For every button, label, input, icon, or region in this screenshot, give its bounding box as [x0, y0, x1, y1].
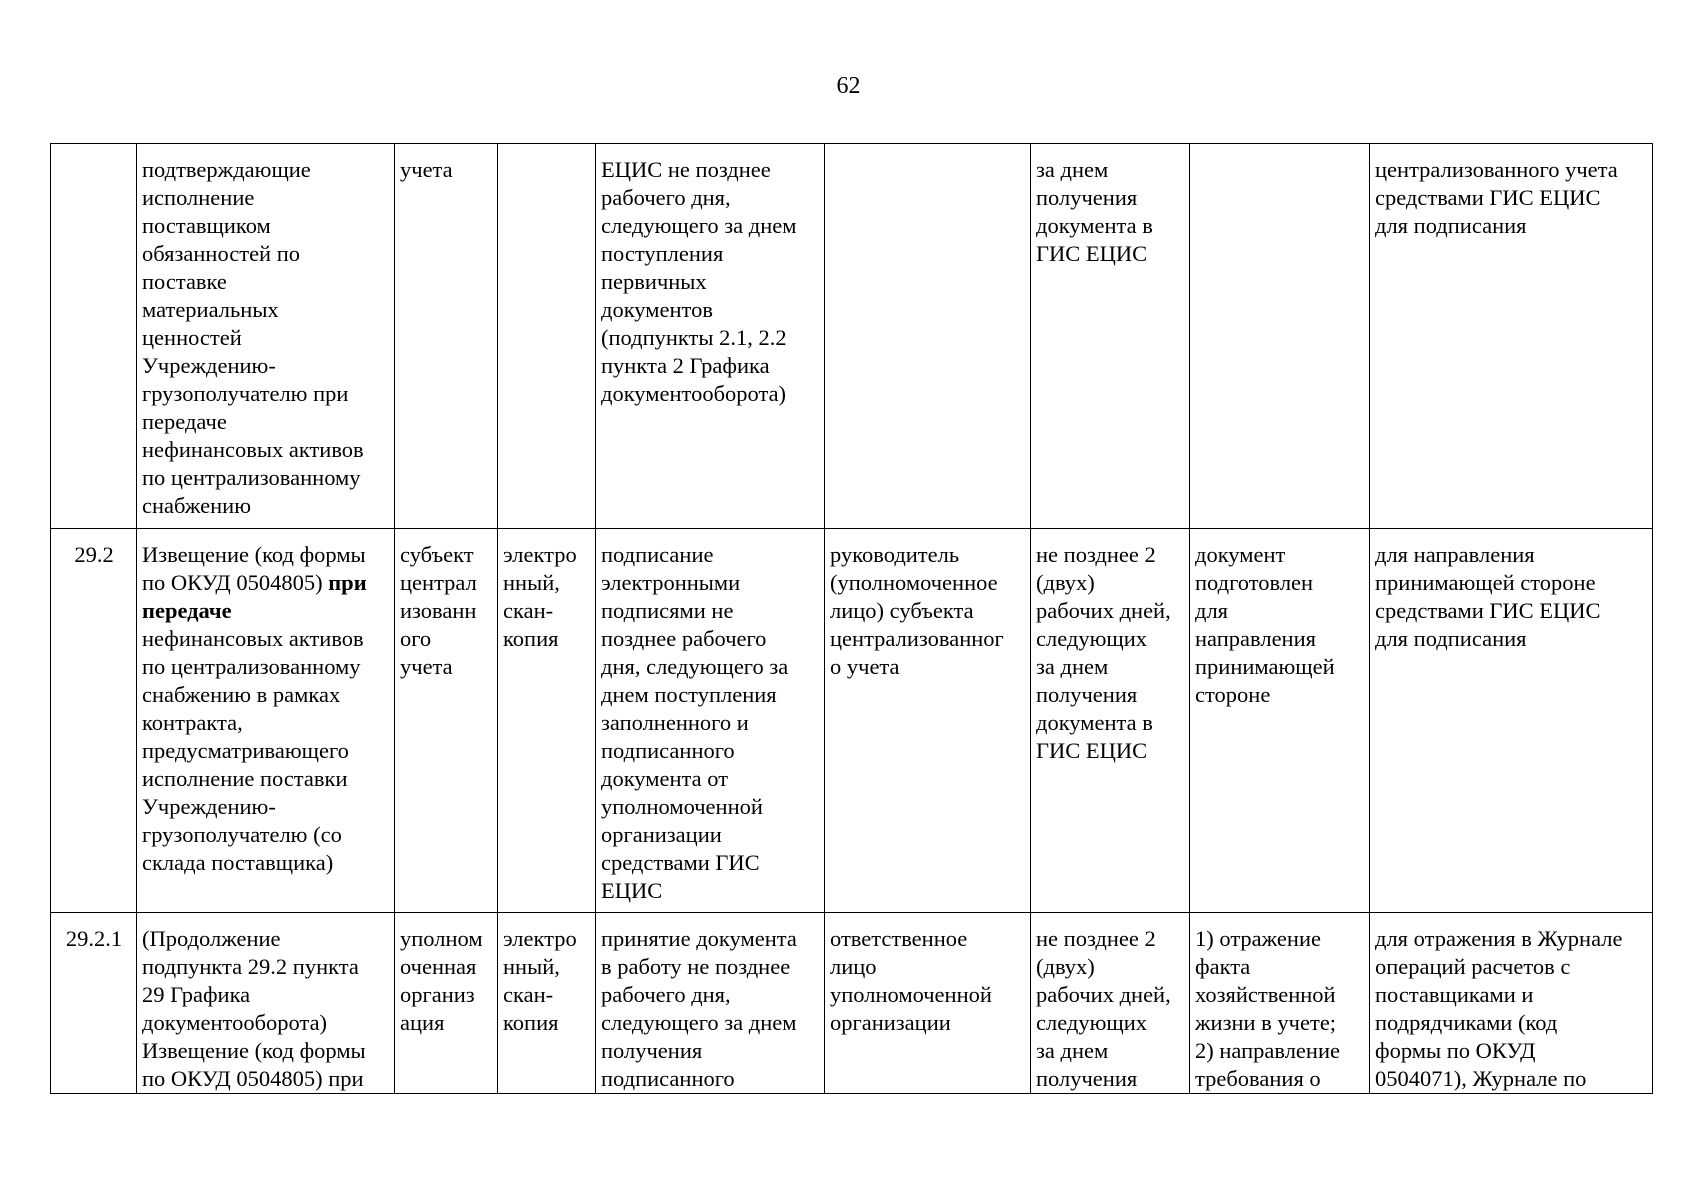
document-text: по ОКУД 0504805) — [142, 570, 329, 595]
cell-result — [1190, 144, 1370, 529]
text-line: нный, — [503, 570, 560, 595]
cell-number: 29.2.1 — [51, 913, 137, 1094]
text-line: документа в — [1036, 213, 1153, 238]
text-line: не позднее 2 — [1036, 542, 1156, 567]
text-line: 29 Графика — [142, 982, 251, 1007]
text-line: поставке — [142, 269, 227, 294]
text-line: формы по ОКУД — [1375, 1038, 1536, 1063]
text-line: средствами ГИС — [601, 850, 760, 875]
text-line: обязанностей по — [142, 241, 301, 266]
text-line: Извещение (код формы — [142, 1038, 366, 1063]
document-line — [142, 569, 390, 597]
text-line: ЕЦИС — [601, 878, 663, 903]
text-line: по централизованному — [142, 654, 361, 679]
text-line: копия — [503, 1010, 559, 1035]
text-line: документ — [1195, 542, 1286, 567]
text-line: получения — [1036, 682, 1138, 707]
document-flow-table — [50, 143, 1653, 1094]
cell-form — [498, 144, 596, 529]
cell-action — [596, 913, 825, 1094]
cell-document — [137, 144, 395, 529]
text-line: Учреждению- — [142, 353, 276, 378]
cell-result — [1190, 913, 1370, 1094]
text-line: (двух) — [1036, 570, 1095, 595]
text-line: дня, следующего за — [601, 654, 789, 679]
cell-form — [498, 529, 596, 913]
text-line: поставщиком — [142, 213, 271, 238]
text-line: организации — [830, 1010, 951, 1035]
text-line: следующего за днем — [601, 1010, 797, 1035]
text-line: грузополучателю (со — [142, 822, 342, 847]
text-line: 1) отражение — [1195, 926, 1321, 951]
text-line: (двух) — [1036, 954, 1095, 979]
text-line: хозяйственной — [1195, 982, 1336, 1007]
text-line: факта — [1195, 954, 1251, 979]
text-line: следующих — [1036, 626, 1148, 651]
document-line: Извещение (код формы — [142, 542, 366, 567]
text-line: за днем — [1036, 157, 1109, 182]
text-line: нный, — [503, 954, 560, 979]
text-line: документооборота) — [601, 381, 787, 406]
cell-creator — [395, 529, 498, 913]
text-line: пункта 2 Графика — [601, 353, 770, 378]
text-line: электронными — [601, 570, 741, 595]
text-line: операций расчетов с — [1375, 954, 1571, 979]
text-line: руководитель — [830, 542, 960, 567]
document-bold-text: передаче — [142, 598, 232, 623]
text-line: документа от — [601, 766, 729, 791]
text-line: учета — [400, 654, 453, 679]
table-row — [51, 144, 1653, 529]
text-line: грузополучателю при — [142, 381, 349, 406]
text-line: ЕЦИС не позднее — [601, 157, 771, 182]
text-line: ого — [400, 626, 432, 651]
text-line: документа в — [1036, 710, 1153, 735]
text-line: подписанного — [601, 1066, 735, 1091]
text-line: оченная — [400, 954, 477, 979]
text-line: для направления — [1375, 542, 1535, 567]
document-line — [142, 597, 390, 625]
cell-creator — [395, 144, 498, 529]
text-line: первичных — [601, 269, 707, 294]
text-line: для — [1195, 598, 1229, 623]
cell-purpose — [1370, 144, 1653, 529]
text-line: субъект — [400, 542, 474, 567]
text-line: за днем — [1036, 1038, 1109, 1063]
text-line: 0504071), Журнале по — [1375, 1066, 1587, 1091]
text-line: Учреждению- — [142, 794, 276, 819]
cell-deadline — [1031, 913, 1190, 1094]
text-line: жизни в учете; — [1195, 1010, 1337, 1035]
text-line: рабочих дней, — [1036, 598, 1171, 623]
text-line: получения — [1036, 185, 1138, 210]
text-line: лицо — [830, 954, 877, 979]
text-line: позднее рабочего — [601, 626, 767, 651]
table-row — [51, 529, 1653, 913]
text-line: учета — [400, 157, 453, 182]
text-line: контракта, — [142, 710, 243, 735]
text-line: подрядчиками (код — [1375, 1010, 1558, 1035]
text-line: следующего за днем — [601, 213, 797, 238]
cell-form — [498, 913, 596, 1094]
text-line: подтверждающие — [142, 157, 311, 182]
cell-deadline — [1031, 529, 1190, 913]
text-line: организации — [601, 822, 722, 847]
text-line: поставщиками и — [1375, 982, 1534, 1007]
text-line: подписание — [601, 542, 714, 567]
text-line: снабжению — [142, 493, 252, 518]
text-line: скан- — [503, 982, 554, 1007]
text-line: документооборота) — [142, 1010, 328, 1035]
text-line: по централизованному — [142, 465, 361, 490]
text-line: для подписания — [1375, 626, 1527, 651]
text-line: стороне — [1195, 682, 1271, 707]
text-line: заполненного и — [601, 710, 749, 735]
text-line: следующих — [1036, 1010, 1148, 1035]
text-line: подпункта 29.2 пункта — [142, 954, 359, 979]
text-line: исполнение — [142, 185, 255, 210]
text-line: подписанного — [601, 738, 735, 763]
text-line: принятие документа — [601, 926, 797, 951]
text-line: не позднее 2 — [1036, 926, 1156, 951]
document-bold-text: при — [328, 570, 367, 595]
text-line: о учета — [830, 654, 900, 679]
text-line: принимающей — [1195, 654, 1335, 679]
text-line: ГИС ЕЦИС — [1036, 738, 1148, 763]
text-line: рабочего дня, — [601, 185, 731, 210]
text-line: получения — [601, 1038, 703, 1063]
cell-responsible — [825, 144, 1031, 529]
text-line: поступления — [601, 241, 724, 266]
text-line: подготовлен — [1195, 570, 1314, 595]
text-line: принимающей стороне — [1375, 570, 1596, 595]
cell-responsible — [825, 529, 1031, 913]
text-line: лицо) субъекта — [830, 598, 974, 623]
text-line: материальных — [142, 297, 279, 322]
text-line: нефинансовых активов — [142, 437, 364, 462]
document-rest — [142, 625, 390, 877]
text-line: скан- — [503, 598, 554, 623]
text-line: передаче — [142, 409, 227, 434]
cell-purpose — [1370, 913, 1653, 1094]
text-line: изованн — [400, 598, 477, 623]
text-line: получения — [1036, 1066, 1138, 1091]
text-line: в работу не позднее — [601, 954, 791, 979]
text-line: ответственное — [830, 926, 968, 951]
text-line: за днем — [1036, 654, 1109, 679]
text-line: централизованного учета — [1375, 157, 1618, 182]
text-line: подписями не — [601, 598, 734, 623]
text-line: для отражения в Журнале — [1375, 926, 1623, 951]
text-line: централизованног — [830, 626, 1004, 651]
text-line: (уполномоченное — [830, 570, 998, 595]
text-line: централ — [400, 570, 477, 595]
text-line: копия — [503, 626, 559, 651]
text-line: предусматривающего — [142, 738, 349, 763]
cell-number — [51, 144, 137, 529]
cell-deadline — [1031, 144, 1190, 529]
table-row — [51, 913, 1653, 1094]
text-line: уполном — [400, 926, 483, 951]
cell-creator — [395, 913, 498, 1094]
cell-responsible — [825, 913, 1031, 1094]
cell-document — [137, 913, 395, 1094]
cell-purpose — [1370, 529, 1653, 913]
text-line: по ОКУД 0504805) при — [142, 1066, 364, 1091]
text-line: электро — [503, 542, 577, 567]
text-line: нефинансовых активов — [142, 626, 364, 651]
text-line: средствами ГИС ЕЦИС — [1375, 598, 1601, 623]
text-line: уполномоченной — [601, 794, 763, 819]
cell-result — [1190, 529, 1370, 913]
text-line: документов — [601, 297, 713, 322]
cell-action — [596, 144, 825, 529]
text-line: рабочих дней, — [1036, 982, 1171, 1007]
text-line: уполномоченной — [830, 982, 992, 1007]
text-line: ация — [400, 1010, 445, 1035]
text-line: склада поставщика) — [142, 850, 334, 875]
page-number: 62 — [836, 73, 861, 99]
cell-number: 29.2 — [51, 529, 137, 913]
text-line: (подпункты 2.1, 2.2 — [601, 325, 787, 350]
text-line: 2) направление — [1195, 1038, 1340, 1063]
text-line: для подписания — [1375, 213, 1527, 238]
cell-action — [596, 529, 825, 913]
text-line: ГИС ЕЦИС — [1036, 241, 1148, 266]
text-line: ценностей — [142, 325, 242, 350]
text-line: средствами ГИС ЕЦИС — [1375, 185, 1601, 210]
text-line: электро — [503, 926, 577, 951]
cell-document — [137, 529, 395, 913]
text-line: рабочего дня, — [601, 982, 731, 1007]
text-line: (Продолжение — [142, 926, 281, 951]
text-line: исполнение поставки — [142, 766, 348, 791]
text-line: организ — [400, 982, 475, 1007]
text-line: направления — [1195, 626, 1316, 651]
text-line: требования о — [1195, 1066, 1321, 1091]
text-line: днем поступления — [601, 682, 777, 707]
text-line: снабжению в рамках — [142, 682, 341, 707]
